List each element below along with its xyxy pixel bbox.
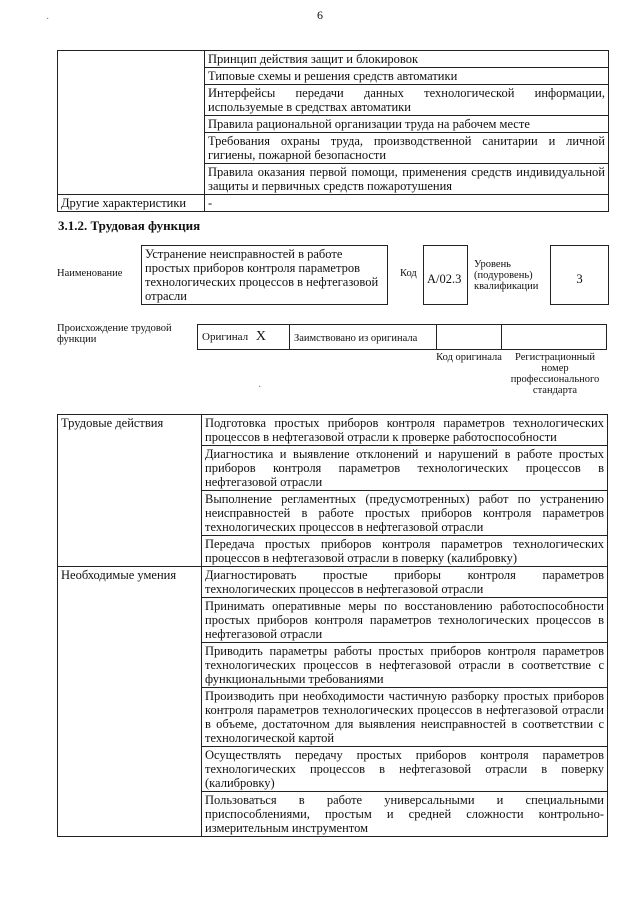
name-label: Наименование <box>57 268 123 279</box>
borrowed-cell: Заимствовано из оригинала <box>289 324 437 350</box>
original-cell <box>197 324 290 350</box>
knowledge-item: Требования охраны труда, производственной санитарии и личной гигиены, пожарной безопасности <box>205 133 609 164</box>
level-label: Уровень (подуровень) квалификации <box>474 259 539 292</box>
labor-action-item: Диагностика и выявление отклонений и нарушений в работе простых приборов контроля параметров технологических процессов в нефтегазовой отрасли <box>202 446 608 491</box>
level-value: 3 <box>550 245 609 305</box>
original-mark: X <box>255 329 266 344</box>
knowledge-table <box>57 50 609 212</box>
function-details-table <box>57 414 608 837</box>
knowledge-item: Принцип действия защит и блокировок <box>205 51 609 68</box>
reg-number-label: Регистрационный номер профессионального стандарта <box>510 352 600 396</box>
table-row <box>58 415 608 446</box>
origin-label: Происхождение трудовой функции <box>57 323 172 345</box>
scan-speck: · <box>258 382 262 393</box>
knowledge-item: Типовые схемы и решения средств автоматики <box>205 68 609 85</box>
scan-speck: · <box>46 14 50 25</box>
knowledge-item: Правила рациональной организации труда на рабочем месте <box>205 116 609 133</box>
required-skills-label: Необходимые умения <box>58 567 202 837</box>
skill-item: Пользоваться в работе универсальными и специальными приспособлениями, простым и средней сложности контрольно-измерительным инструментом <box>202 792 608 837</box>
section-title: 3.1.2. Трудовая функция <box>58 218 201 233</box>
table-row <box>58 51 609 68</box>
code-original-label: Код оригинала <box>436 352 502 363</box>
page-number: 6 <box>317 8 323 22</box>
knowledge-item: Интерфейсы передачи данных технологической информации, используемые в средствах автоматики <box>205 85 609 116</box>
table-row <box>58 567 608 598</box>
other-characteristics-value: - <box>205 195 609 212</box>
code-original-box <box>436 324 502 350</box>
original-label: Оригинал <box>202 331 249 343</box>
table-label-cell <box>58 51 205 195</box>
code-label: Код <box>400 268 417 279</box>
code-value: А/02.3 <box>423 245 468 305</box>
function-name-value: Устранение неисправностей в работе простых приборов контроля параметров технологических процессов в нефтегазовой отрасли <box>141 245 388 305</box>
skill-item: Диагностировать простые приборы контроля параметров технологических процессов в нефтегазовой отрасли <box>202 567 608 598</box>
knowledge-item: Правила оказания первой помощи, применения средств индивидуальной защиты и первичных средств пожаротушения <box>205 164 609 195</box>
labor-action-item: Выполнение регламентных (предусмотренных) работ по устранению неисправностей в работе простых приборов контроля параметров технологических процессов в нефтегазовой отрасли <box>202 491 608 536</box>
skill-item: Производить при необходимости частичную разборку простых приборов контроля параметров технологических процессов в нефтегазовой отрасли в объеме, достаточном для выявления неисправностей в соответствии с технологической картой <box>202 688 608 747</box>
other-characteristics-label: Другие характеристики <box>58 195 205 212</box>
skill-item: Осуществлять передачу простых приборов контроля параметров технологических процессов в нефтегазовой отрасли в поверку (калибровку) <box>202 747 608 792</box>
skill-item: Принимать оперативные меры по восстановлению работоспособности простых приборов контроля параметров технологических процессов в нефтегазовой отрасли <box>202 598 608 643</box>
labor-actions-label: Трудовые действия <box>58 415 202 567</box>
reg-number-box <box>501 324 607 350</box>
labor-action-item: Подготовка простых приборов контроля параметров технологических процессов в нефтегазовой отрасли к проверке работоспособности <box>202 415 608 446</box>
labor-action-item: Передача простых приборов контроля параметров технологических процессов в нефтегазовой отрасли в поверку (калибровку) <box>202 536 608 567</box>
skill-item: Приводить параметры работы простых приборов контроля параметров технологических процессов в нефтегазовой отрасли в соответствие с функциональными требованиями <box>202 643 608 688</box>
table-row <box>58 195 609 212</box>
